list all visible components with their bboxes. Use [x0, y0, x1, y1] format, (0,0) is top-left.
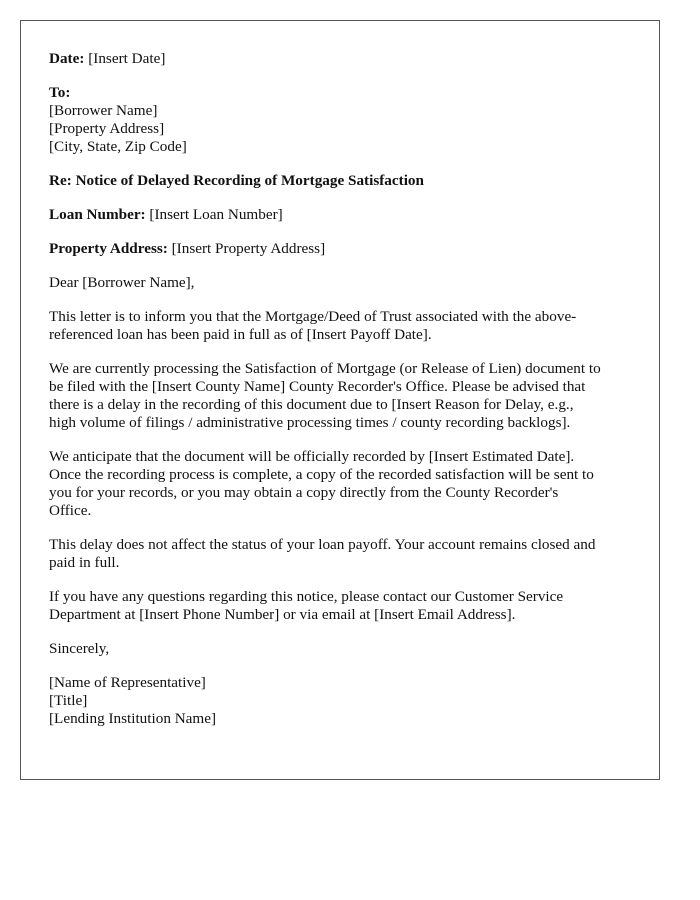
- signature-name: [Name of Representative]: [49, 674, 206, 691]
- date-line: [49, 50, 631, 68]
- recipient-city-state-zip: [City, State, Zip Code]: [49, 138, 187, 155]
- paragraph-contact: [49, 588, 631, 624]
- signature-block: [49, 674, 631, 728]
- recipient-address: [Property Address]: [49, 120, 165, 137]
- property-address-line: [49, 240, 631, 258]
- paragraph-line: This letter is to inform you that the Mortgage/Deed of Trust associated with the above-: [49, 308, 577, 325]
- to-label: To:: [49, 84, 71, 101]
- subject-line: Re: Notice of Delayed Recording of Mortgage Satisfaction: [49, 172, 424, 189]
- recipient-name: [Borrower Name]: [49, 102, 158, 119]
- paragraph-line: If you have any questions regarding this notice, please contact our Customer Service: [49, 588, 564, 605]
- loan-number-label: Loan Number:: [49, 206, 146, 223]
- loan-number-value: [Insert Loan Number]: [149, 206, 283, 223]
- recipient-block: [49, 84, 631, 156]
- letter-page: [20, 20, 660, 780]
- loan-number-line: [49, 206, 631, 224]
- paragraph-line: referenced loan has been paid in full as of [Insert Payoff Date].: [49, 326, 432, 343]
- date-label: Date:: [49, 50, 85, 67]
- date-value: [Insert Date]: [88, 50, 166, 67]
- paragraph-estimated-date: [49, 448, 631, 520]
- paragraph-payoff: [49, 308, 631, 344]
- salutation: Dear [Borrower Name],: [49, 274, 195, 291]
- paragraph-line: there is a delay in the recording of this document due to [Insert Reason for Delay, e.g.,: [49, 396, 574, 413]
- paragraph-line: high volume of filings / administrative processing times / county recording backlogs].: [49, 414, 571, 431]
- paragraph-line: you for your records, or you may obtain a copy directly from the County Recorder's: [49, 484, 559, 501]
- paragraph-delay-reason: [49, 360, 631, 432]
- paragraph-line: We anticipate that the document will be officially recorded by [Insert Estimated Date].: [49, 448, 575, 465]
- paragraph-line: Office.: [49, 502, 92, 519]
- paragraph-line: This delay does not affect the status of your loan payoff. Your account remains closed and: [49, 536, 596, 553]
- paragraph-line: paid in full.: [49, 554, 120, 571]
- paragraph-line: Once the recording process is complete, a copy of the recorded satisfaction will be sent to: [49, 466, 594, 483]
- signature-title: [Title]: [49, 692, 88, 709]
- paragraph-line: We are currently processing the Satisfaction of Mortgage (or Release of Lien) document to: [49, 360, 601, 377]
- paragraph-line: Department at [Insert Phone Number] or via email at [Insert Email Address].: [49, 606, 516, 623]
- closing: Sincerely,: [49, 640, 110, 657]
- signature-institution: [Lending Institution Name]: [49, 710, 217, 727]
- paragraph-line: be filed with the [Insert County Name] County Recorder's Office. Please be advised that: [49, 378, 586, 395]
- paragraph-status: [49, 536, 631, 572]
- property-address-value: [Insert Property Address]: [171, 240, 326, 257]
- property-address-label: Property Address:: [49, 240, 168, 257]
